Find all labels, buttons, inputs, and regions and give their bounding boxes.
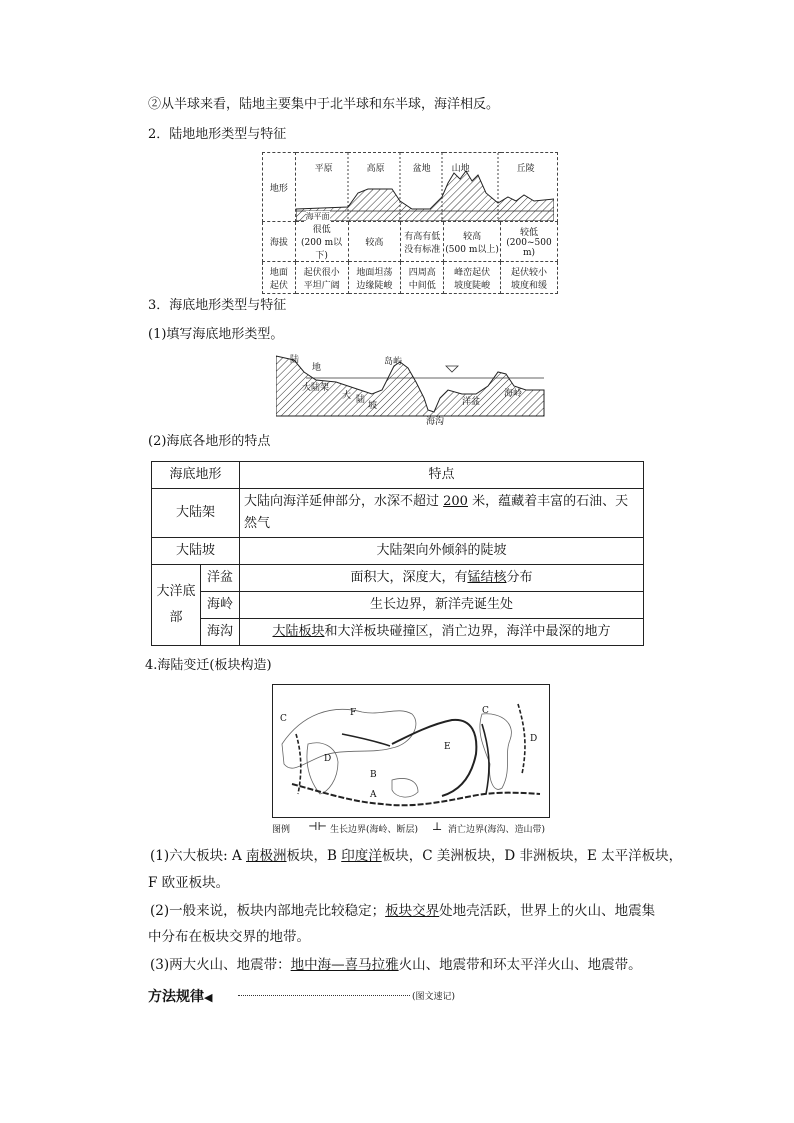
plate-letter-c-west: C — [280, 714, 287, 724]
para-1-line-1 — [150, 847, 682, 865]
altitude-plain: 很低 (200 m以下) — [295, 222, 348, 262]
plate-letter-d: D — [324, 754, 332, 764]
relief-basin: 四周高 中间低 — [401, 262, 444, 294]
text-line-hemisphere: ②从半球来看，陆地主要集中于北半球和东半球，海洋相反。 — [148, 97, 500, 112]
row-slope-name: 大陆坡 — [152, 538, 240, 565]
sub-heading-1: (1)填写海底地形类型。 — [148, 327, 284, 342]
row-ridge-name: 海岭 — [201, 592, 240, 619]
type-plateau: 高原 — [366, 164, 385, 174]
row-label-altitude: 海拔 — [263, 222, 296, 262]
map-legend — [272, 822, 552, 836]
plate-letter-f: F — [350, 708, 357, 718]
row-shelf-desc — [240, 489, 644, 538]
row-basin-name: 洋盆 — [201, 565, 240, 592]
basin-text-b: 分布 — [506, 570, 533, 585]
row-trench-name: 海沟 — [201, 619, 240, 646]
para-2-line-2: 中分布在板块交界的地带。 — [148, 929, 310, 945]
row-trench-desc — [240, 619, 644, 646]
p1-a: (1)六大板块: A — [150, 848, 247, 864]
trench-text: 和大洋板块碰撞区，消亡边界，海洋中最深的地方 — [324, 624, 611, 639]
basin-text-a: 面积大，深度大，有 — [350, 570, 468, 585]
label-ridge: 海岭 — [504, 389, 523, 399]
seafloor-profile — [276, 350, 546, 426]
label-da: 大 — [342, 391, 352, 401]
p3-u: 地中海—喜马拉雅 — [290, 957, 399, 973]
label-po: 坡 — [368, 401, 378, 411]
para-1-line-2: F 欧亚板块。 — [148, 875, 230, 891]
type-plain: 平原 — [314, 164, 333, 174]
relief-plain: 起伏很小 平坦广阔 — [295, 262, 348, 294]
para-2-line-1 — [150, 902, 655, 920]
p3-b: 火山、地震带和环太平洋火山、地震带。 — [398, 957, 642, 973]
shelf-text-b: 米，蕴藏着丰富的石油、天然气 — [244, 494, 629, 531]
label-shelf: 大陆架 — [302, 383, 330, 393]
growth-boundary-icon: ⊣⊢ — [308, 820, 327, 833]
subduction-boundary-icon: ⊥ — [432, 820, 443, 833]
row-shelf-name: 大陆架 — [152, 489, 240, 538]
header-characteristic: 特点 — [240, 462, 644, 489]
left-arrow-icon: ◀ — [204, 991, 213, 1004]
legend-die: 消亡边界(海沟、造山带) — [448, 825, 546, 835]
shelf-text-a: 大陆向海洋延伸部分，水深不超过 — [244, 494, 444, 509]
row-ridge-desc: 生长边界，新洋壳诞生处 — [240, 592, 644, 619]
plate-letter-a: A — [370, 790, 377, 800]
p1-u2: 印度洋 — [341, 848, 382, 864]
land-terrain-table — [262, 152, 558, 291]
p3-a: (3)两大火山、地震带： — [150, 957, 291, 973]
plate-letter-d-east: D — [530, 734, 538, 744]
section-4-heading: 4.海陆变迁(板块构造) — [145, 658, 272, 673]
method-divider — [238, 995, 410, 996]
altitude-plateau: 较高 — [348, 222, 401, 262]
plate-map — [272, 684, 550, 818]
row-label-terrain: 地形 — [263, 153, 296, 222]
method-note: (图文速记) — [412, 992, 456, 1002]
seafloor-table — [151, 461, 644, 646]
label-lu2: 陆 — [356, 395, 366, 405]
relief-plateau: 地面坦荡 边缘陡峻 — [348, 262, 401, 294]
label-basin: 洋盆 — [462, 397, 481, 407]
altitude-mountain: 较高 (500 m以上) — [444, 222, 501, 262]
sea-level-label: 海平面 — [305, 212, 330, 221]
p2-a: (2)一般来说，板块内部地壳比较稳定； — [150, 903, 386, 919]
trench-ul: 大陆板块 — [272, 624, 325, 639]
basin-ul: 锰结核 — [467, 570, 507, 585]
relief-mountain: 峰峦起伏 坡度陡峻 — [444, 262, 501, 294]
altitude-hills: 较低 (200~500 m) — [501, 222, 558, 262]
p2-b: 处地壳活跃，世界上的火山、地震集 — [439, 903, 656, 919]
plate-map-svg — [272, 684, 550, 818]
header-feature: 海底地形 — [152, 462, 240, 489]
p2-u: 板块交界 — [385, 903, 440, 919]
p1-u1: 南极洲 — [246, 848, 287, 864]
label-lu: 陆 — [290, 355, 300, 365]
section-3-heading: 3．海底地形类型与特征 — [148, 298, 287, 313]
section-2-heading: 2．陆地地形类型与特征 — [148, 127, 287, 142]
row-slope-desc: 大陆架向外倾斜的陡坡 — [240, 538, 644, 565]
sub-heading-2: (2)海底各地形的特点 — [148, 434, 271, 449]
type-basin: 盆地 — [412, 164, 431, 174]
label-trench: 海沟 — [426, 417, 445, 427]
p1-c: 板块，C 美洲板块，D 非洲板块，E 太平洋板块， — [381, 848, 683, 864]
relief-hills: 起伏较小 坡度和缓 — [501, 262, 558, 294]
type-hills: 丘陵 — [516, 164, 535, 174]
label-island: 岛屿 — [384, 357, 403, 367]
legend-grow: 生长边界(海岭、断层) — [330, 825, 419, 835]
p1-b: 板块，B — [286, 848, 342, 864]
plate-letter-c: C — [482, 706, 489, 716]
shelf-depth: 200 — [443, 494, 468, 509]
para-3 — [150, 956, 642, 974]
plate-letter-b: B — [370, 770, 377, 780]
type-mountain: 山地 — [451, 164, 470, 174]
plate-letter-e: E — [444, 742, 451, 752]
altitude-basin: 有高有低 没有标准 — [401, 222, 444, 262]
ocean-floor-label: 大洋底部 — [152, 565, 201, 646]
row-label-relief: 地面 起伏 — [263, 262, 296, 294]
terrain-profile-cell — [295, 153, 557, 222]
label-di: 地 — [312, 363, 322, 373]
method-heading — [148, 986, 212, 1006]
legend-label: 图例 — [272, 825, 291, 835]
method-title: 方法规律 — [148, 989, 204, 1005]
row-basin-desc — [240, 565, 644, 592]
